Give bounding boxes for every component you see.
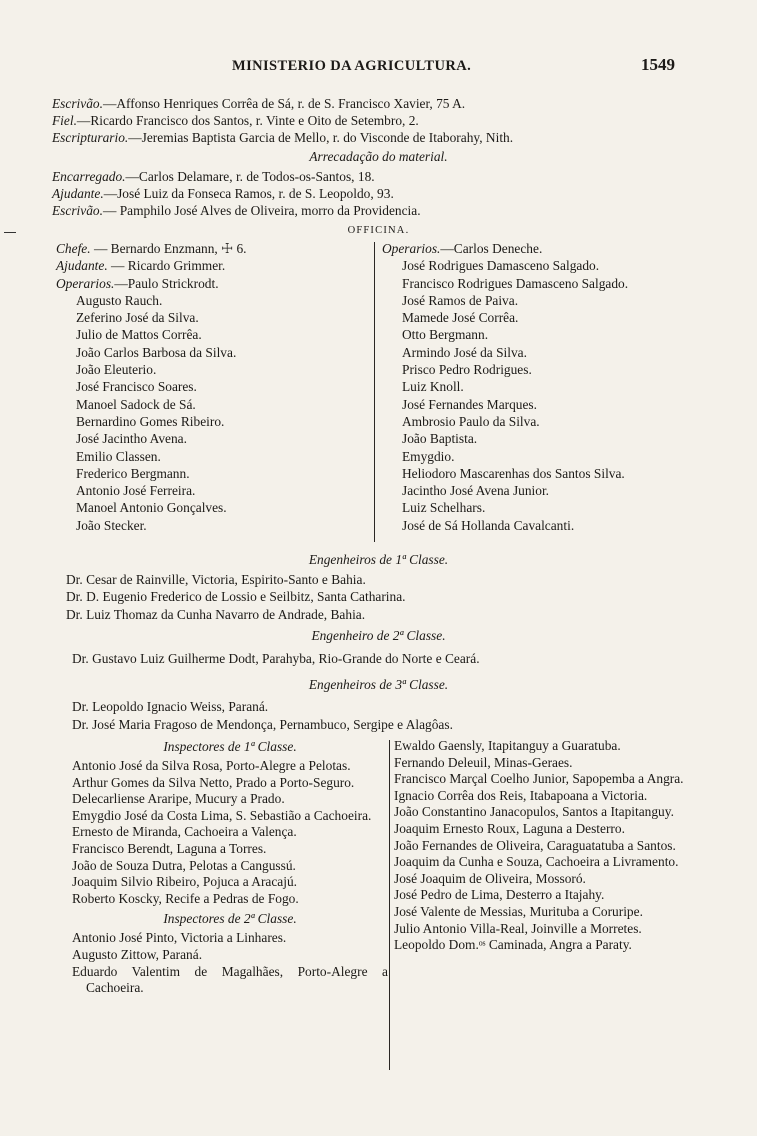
inspector-entry: Emygdio José da Costa Lima, S. Sebastião a Cachoeira. — [72, 807, 372, 823]
officina-worker — [382, 517, 712, 534]
officina-worker — [56, 465, 370, 482]
entry-text: Frederico Bergmann. — [76, 465, 190, 481]
entry-text: — Ricardo Grimmer. — [107, 258, 226, 274]
officina-worker — [382, 499, 712, 516]
inspector-entry: José Valente de Messias, Murituba a Coruripe. — [394, 903, 643, 919]
entry-text: Manoel Antonio Gonçalves. — [76, 500, 227, 516]
entry-text: —José Luiz da Fonseca Ramos, r. de S. Leopoldo, 93. — [103, 186, 394, 201]
officina-worker — [56, 413, 370, 430]
eng3-line: Dr. José Maria Fragoso de Mendonça, Pernambuco, Sergipe e Alagôas. — [72, 717, 453, 732]
officina-worker — [382, 326, 712, 343]
entry-escrivao — [52, 95, 465, 112]
entry-encarregado — [52, 168, 375, 185]
entry-text: José de Sá Hollanda Cavalcanti. — [402, 517, 575, 533]
entry-text: Antonio José Ferreira. — [76, 483, 196, 499]
officina-worker — [382, 344, 712, 361]
officina-worker — [382, 240, 712, 257]
entry-escrivao-arrecadacao — [52, 202, 421, 219]
officina-worker — [382, 309, 712, 326]
entry-text: Luiz Schelhars. — [402, 500, 486, 516]
officina-worker — [56, 361, 370, 378]
inspector-entry: João de Souza Dutra, Pelotas a Cangussú. — [72, 857, 296, 873]
inspector-entry: Arthur Gomes da Silva Netto, Prado a Porto-Seguro. — [72, 774, 355, 790]
column-divider — [374, 242, 375, 542]
officina-left-column — [56, 240, 370, 534]
page-header-title: MINISTERIO DA AGRICULTURA. — [232, 58, 472, 74]
officina-worker — [56, 499, 370, 516]
entry-text: José Francisco Soares. — [76, 379, 197, 395]
section-heading-eng3: Engenheiros de 3ª Classe. — [308, 677, 449, 692]
section-heading-eng2: Engenheiro de 2ª Classe. — [311, 628, 446, 643]
entry-text: Mamede José Corrêa. — [402, 310, 519, 326]
entry-role: Encarregado. — [52, 169, 126, 184]
entry-text: —Carlos Deneche. — [440, 241, 543, 256]
officina-worker — [56, 344, 370, 361]
officina-worker — [382, 413, 712, 430]
officina-worker — [56, 482, 370, 499]
officina-worker — [56, 448, 370, 465]
officina-right-column — [382, 240, 712, 534]
inspector-entry: Ernesto de Miranda, Cachoeira a Valença. — [72, 824, 297, 840]
entry-role: Operarios. — [56, 275, 115, 291]
officina-worker — [56, 430, 370, 447]
entry-text: Francisco Rodrigues Damasceno Salgado. — [402, 275, 629, 291]
page-number: 1549 — [641, 55, 675, 74]
entry-role: Escrivão. — [52, 203, 103, 218]
eng1-line: Dr. Cesar de Rainville, Victoria, Espirito-Santo e Bahia. — [66, 572, 366, 587]
inspector-entry: Ignacio Corrêa dos Reis, Itabapoana a Victoria. — [394, 787, 648, 803]
entry-role: Escrivão. — [52, 96, 103, 111]
entry-role: Ajudante. — [52, 186, 104, 201]
entry-text: Otto Bergmann. — [402, 327, 489, 343]
officina-worker — [382, 378, 712, 395]
inspector-entry: Leopoldo Dom.ᵒˢ Caminada, Angra a Paraty. — [394, 937, 632, 953]
inspector-entry: João Constantino Janacopulos, Santos a Itapitanguy. — [394, 804, 674, 820]
entry-text: —Jeremias Baptista Garcia de Mello, r. do Visconde de Itaborahy, Nith. — [128, 130, 514, 145]
inspector-entry: Ewaldo Gaensly, Itapitanguy a Guaratuba. — [394, 738, 621, 753]
officina-worker — [382, 257, 712, 274]
officina-worker — [56, 240, 370, 257]
section-heading-eng1: Engenheiros de 1ª Classe. — [308, 552, 449, 567]
officina-worker — [382, 448, 712, 465]
entry-role: Chefe. — [56, 241, 91, 256]
inspector-entry: Joaquim da Cunha e Souza, Cachoeira a Livramento. — [394, 854, 679, 870]
inspector-entry: Julio Antonio Villa-Real, Joinville a Morretes. — [394, 920, 642, 936]
officina-worker — [56, 292, 370, 309]
eng2-line: Dr. Gustavo Luiz Guilherme Dodt, Parahyba, Rio-Grande do Norte e Ceará. — [72, 651, 480, 666]
officina-worker — [56, 378, 370, 395]
entry-escripturario — [52, 129, 513, 146]
entry-text: Emygdio. — [402, 448, 455, 464]
officina-worker — [382, 292, 712, 309]
section-heading-arrecadacao: Arrecadação do material. — [309, 149, 448, 164]
inspector-entry: Delecarliense Araripe, Mucury a Prado. — [72, 791, 285, 807]
entry-role: Fiel. — [52, 113, 77, 128]
entry-text: João Stecker. — [76, 517, 147, 533]
officina-worker — [56, 309, 370, 326]
inspector-entry: Eduardo Valentim de Magalhães, Porto-Alegre a Cachoeira. — [72, 963, 388, 996]
inspector-entry: Francisco Marçal Coelho Junior, Sapopemba a Angra. — [394, 771, 684, 787]
entry-text: José Ramos de Paiva. — [402, 292, 519, 308]
entry-text: João Eleuterio. — [76, 362, 157, 378]
inspector-entry: Joaquim Ernesto Roux, Laguna a Desterro. — [394, 820, 625, 836]
entry-text: —Carlos Delamare, r. de Todos-os-Santos, 18. — [125, 169, 375, 184]
entry-role: Operarios. — [382, 241, 441, 256]
section-heading-insp1: Inspectores de 1ª Classe. — [163, 739, 297, 754]
column-divider — [389, 740, 390, 1070]
entry-text: José Fernandes Marques. — [402, 396, 537, 412]
section-heading-officina: OFFICINA. — [347, 225, 410, 236]
entry-text: Julio de Mattos Corrêa. — [76, 327, 202, 343]
inspector-entry: Joaquim Silvio Ribeiro, Pojuca a Aracajú. — [72, 874, 297, 890]
officina-worker — [56, 517, 370, 534]
entry-role: Ajudante. — [56, 258, 108, 274]
inspector-entry: José Pedro de Lima, Desterro a Itajahy. — [394, 887, 605, 903]
entry-text: —Ricardo Francisco dos Santos, r. Vinte e Oito de Setembro, 2. — [76, 113, 419, 128]
inspectores-right-column — [394, 738, 710, 954]
inspectores-left-column — [72, 738, 388, 997]
entry-text: Prisco Pedro Rodrigues. — [402, 362, 532, 378]
entry-role: Escripturario. — [52, 130, 129, 145]
entry-text: Heliodoro Mascarenhas dos Santos Silva. — [402, 465, 625, 481]
inspector-entry: Francisco Berendt, Laguna a Torres. — [72, 840, 267, 856]
entry-text: Emilio Classen. — [76, 448, 161, 464]
entry-text: Armindo José da Silva. — [402, 344, 527, 360]
entry-text: —Affonso Henriques Corrêa de Sá, r. de S. Francisco Xavier, 75 A. — [102, 96, 466, 111]
officina-worker — [56, 257, 370, 274]
entry-text: Jacintho José Avena Junior. — [402, 483, 550, 499]
officina-worker — [56, 326, 370, 343]
inspector-entry: Antonio José da Silva Rosa, Porto-Alegre a Pelotas. — [72, 758, 351, 773]
officina-worker — [382, 275, 712, 292]
entry-text: Bernardino Gomes Ribeiro. — [76, 413, 225, 429]
entry-text: João Carlos Barbosa da Silva. — [76, 344, 237, 360]
eng1-line: Dr. Luiz Thomaz da Cunha Navarro de Andrade, Bahia. — [66, 607, 366, 622]
inspector-entry: José Joaquim de Oliveira, Mossoró. — [394, 870, 586, 886]
entry-text: — Pamphilo José Alves de Oliveira, morro da Providencia. — [102, 203, 421, 218]
entry-text: Luiz Knoll. — [402, 379, 464, 395]
entry-text: José Jacintho Avena. — [76, 431, 187, 447]
officina-worker — [56, 396, 370, 413]
officina-worker — [382, 361, 712, 378]
inspector-entry: João Fernandes de Oliveira, Caraguatatuba a Santos. — [394, 837, 676, 853]
officina-worker — [382, 430, 712, 447]
inspector-entry: Antonio José Pinto, Victoria a Linhares. — [72, 930, 287, 946]
inspector-entry: Augusto Zittow, Paraná. — [72, 946, 203, 962]
entry-text: — Bernardo Enzmann, ☩ 6. — [90, 241, 247, 256]
entry-text: —Paulo Strickrodt. — [114, 275, 219, 291]
eng1-line: Dr. D. Eugenio Frederico de Lossio e Seilbitz, Santa Catharina. — [66, 589, 406, 604]
entry-text: Zeferino José da Silva. — [76, 310, 199, 326]
section-heading-insp2: Inspectores de 2ª Classe. — [163, 911, 297, 927]
officina-worker — [382, 482, 712, 499]
entry-text: João Baptista. — [402, 431, 478, 447]
inspector-entry: Roberto Koscky, Recife a Pedras de Fogo. — [72, 890, 299, 906]
officina-worker — [382, 465, 712, 482]
entry-text: Augusto Rauch. — [76, 292, 163, 308]
entry-text: Manoel Sadock de Sá. — [76, 396, 196, 412]
entry-fiel — [52, 112, 419, 129]
entry-text: José Rodrigues Damasceno Salgado. — [402, 258, 600, 274]
entry-text: Ambrosio Paulo da Silva. — [402, 413, 540, 429]
inspector-entry: Fernando Deleuil, Minas-Geraes. — [394, 754, 573, 770]
eng3-line: Dr. Leopoldo Ignacio Weiss, Paraná. — [72, 699, 269, 714]
entry-ajudante — [52, 185, 394, 202]
officina-worker — [382, 396, 712, 413]
officina-worker — [56, 275, 370, 292]
